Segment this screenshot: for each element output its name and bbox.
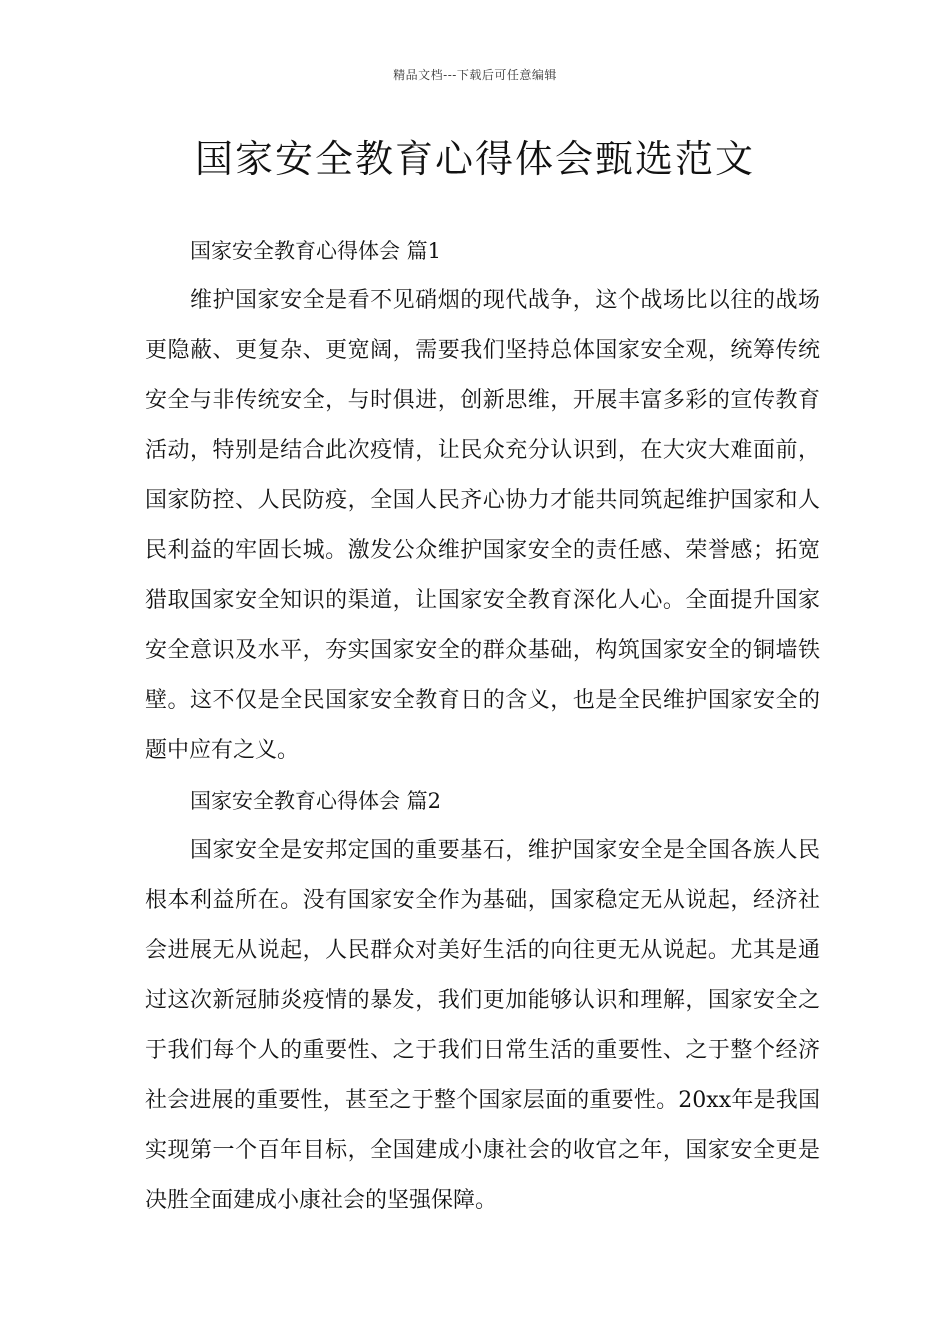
section-heading-1: 国家安全教育心得体会 篇1: [190, 239, 442, 263]
section-paragraph-2: 国家安全是安邦定国的重要基石，维护国家安全是全国各族人民根本利益所在。没有国家安全作为基础，国家稳定无从说起，经济社会进展无从说起，人民群众对美好生活的向往更无从说起。尤其是通过这次新冠肺炎疫情的暴发，我们更加能够认识和理解，国家安全之于我们每个人的重要性、之于我们日常生活的重要性、之于整个经济社会进展的重要性，甚至之于整个国家层面的重要性。20xx年是我国实现第一个百年目标，全国建成小康社会的收官之年，国家安全更是决胜全面建成小康社会的坚强保障。: [145, 838, 820, 1213]
section-heading-2: 国家安全教育心得体会 篇2: [190, 789, 442, 813]
document-body: [145, 226, 820, 1226]
document-title: 国家安全教育心得体会甄选范文: [194, 137, 755, 181]
header-note: 精品文档---下载后可任意编辑: [393, 68, 557, 82]
section-paragraph-1: 维护国家安全是看不见硝烟的现代战争，这个战场比以往的战场更隐蔽、更复杂、更宽阔，需要我们坚持总体国家安全观，统筹传统安全与非传统安全，与时俱进，创新思维，开展丰富多彩的宣传教育活动，特别是结合此次疫情，让民众充分认识到，在大灾大难面前，国家防控、人民防疫，全国人民齐心协力才能共同筑起维护国家和人民利益的牢固长城。激发公众维护国家安全的责任感、荣誉感；拓宽猎取国家安全知识的渠道，让国家安全教育深化人心。全面提升国家安全意识及水平，夯实国家安全的群众基础，构筑国家安全的铜墙铁壁。这不仅是全民国家安全教育日的含义，也是全民维护国家安全的题中应有之义。: [145, 288, 820, 763]
